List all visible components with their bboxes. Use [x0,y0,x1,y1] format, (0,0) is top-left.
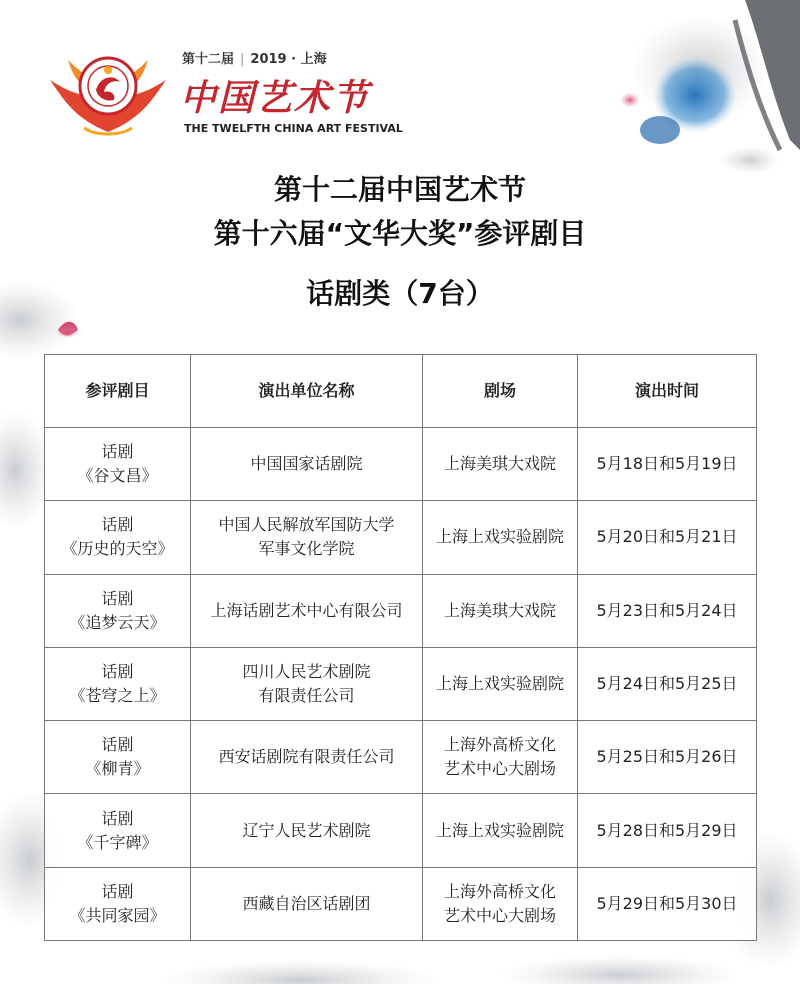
table-header-row [45,355,757,428]
unit-cell-line: 中国人民解放军国防大学 [218,515,395,535]
logo-english-name: THE TWELFTH CHINA ART FESTIVAL [184,122,403,135]
time-cell-line: 5月23日和5月24日 [596,600,738,620]
play-schedule-table [44,354,757,941]
unit-cell [191,794,423,867]
logo-edition: 第十二届 [182,52,235,67]
play-cell [45,794,191,867]
table-row [45,867,757,940]
table-body [45,428,757,941]
logo-year-city: 2019 · 上海 [250,52,327,67]
unit-cell [191,721,423,794]
unit-cell [191,647,423,720]
table-row [45,428,757,501]
header-time: 演出时间 [578,355,757,428]
theater-cell-line: 艺术中心大剧场 [443,905,556,925]
unit-cell-line: 军事文化学院 [258,539,355,559]
table-row [45,647,757,720]
play-cell-line: 《历史的天空》 [61,539,174,559]
theater-cell-line: 上海美琪大戏院 [443,454,556,474]
unit-cell-line: 四川人民艺术剧院 [242,661,371,681]
play-cell-line: 《追梦云天》 [69,612,166,632]
theater-cell-line: 上海外高桥文化 [443,881,556,901]
theater-cell [423,574,578,647]
play-cell-line: 话剧 [101,588,134,608]
festival-emblem-icon [44,40,172,140]
theater-cell-line: 上海上戏实验剧院 [435,820,564,840]
play-cell-line: 《千字碑》 [77,832,158,852]
theater-cell [423,428,578,501]
time-cell [578,647,757,720]
time-cell-line: 5月24日和5月25日 [596,673,738,693]
time-cell [578,721,757,794]
time-cell [578,574,757,647]
play-cell-line: 话剧 [101,515,134,535]
festival-logo [44,36,403,140]
logo-edition-line: 第十二届 | 2019 · 上海 [182,52,327,67]
time-cell [578,501,757,574]
unit-cell-line: 西安话剧院有限责任公司 [218,747,395,767]
theater-cell [423,721,578,794]
table-row [45,574,757,647]
table-row [45,794,757,867]
table-row [45,501,757,574]
table-row [45,721,757,794]
time-cell [578,794,757,867]
time-cell [578,428,757,501]
play-cell-line: 话剧 [101,661,134,681]
play-cell [45,574,191,647]
theater-cell [423,794,578,867]
unit-cell [191,501,423,574]
theater-cell-line: 上海上戏实验剧院 [435,673,564,693]
play-cell [45,428,191,501]
page-title-line1: 第十二届中国艺术节 [273,173,526,206]
header-play: 参评剧目 [45,355,191,428]
time-cell-line: 5月28日和5月29日 [596,820,738,840]
unit-cell-line: 有限责任公司 [258,685,355,705]
theater-cell-line: 上海外高桥文化 [443,735,556,755]
unit-cell [191,574,423,647]
theater-cell-line: 上海美琪大戏院 [443,600,556,620]
theater-cell [423,501,578,574]
theater-cell [423,647,578,720]
logo-chinese-name: 中国艺术节 [180,77,371,119]
unit-cell-line: 西藏自治区话剧团 [242,893,371,913]
time-cell-line: 5月29日和5月30日 [596,893,738,913]
theater-cell [423,867,578,940]
time-cell [578,867,757,940]
play-cell-line: 《共同家园》 [69,905,166,925]
header-theater: 剧场 [423,355,578,428]
play-cell-line: 话剧 [101,881,134,901]
theater-cell-line: 上海上戏实验剧院 [435,527,564,547]
category-title: 话剧类（7台） [306,277,494,310]
play-cell [45,501,191,574]
top-right-ink-splash [620,0,800,174]
time-cell-line: 5月18日和5月19日 [596,454,738,474]
play-cell-line: 话剧 [101,442,134,462]
play-cell-line: 话剧 [101,808,134,828]
unit-cell-line: 中国国家话剧院 [250,454,363,474]
play-cell [45,647,191,720]
play-cell-line: 《苍穹之上》 [69,685,166,705]
play-cell-line: 《柳青》 [85,759,150,779]
play-cell [45,867,191,940]
page-title-line2: 第十六届“文华大奖”参评剧目 [213,217,587,250]
theater-cell-line: 艺术中心大剧场 [443,759,556,779]
play-cell-line: 话剧 [101,735,134,755]
unit-cell [191,428,423,501]
time-cell-line: 5月20日和5月21日 [596,527,738,547]
unit-cell-line: 辽宁人民艺术剧院 [242,820,371,840]
time-cell-line: 5月25日和5月26日 [596,747,738,767]
header-unit: 演出单位名称 [191,355,423,428]
unit-cell [191,867,423,940]
unit-cell-line: 上海话剧艺术中心有限公司 [210,600,403,620]
play-cell-line: 《谷文昌》 [77,466,158,486]
play-cell [45,721,191,794]
